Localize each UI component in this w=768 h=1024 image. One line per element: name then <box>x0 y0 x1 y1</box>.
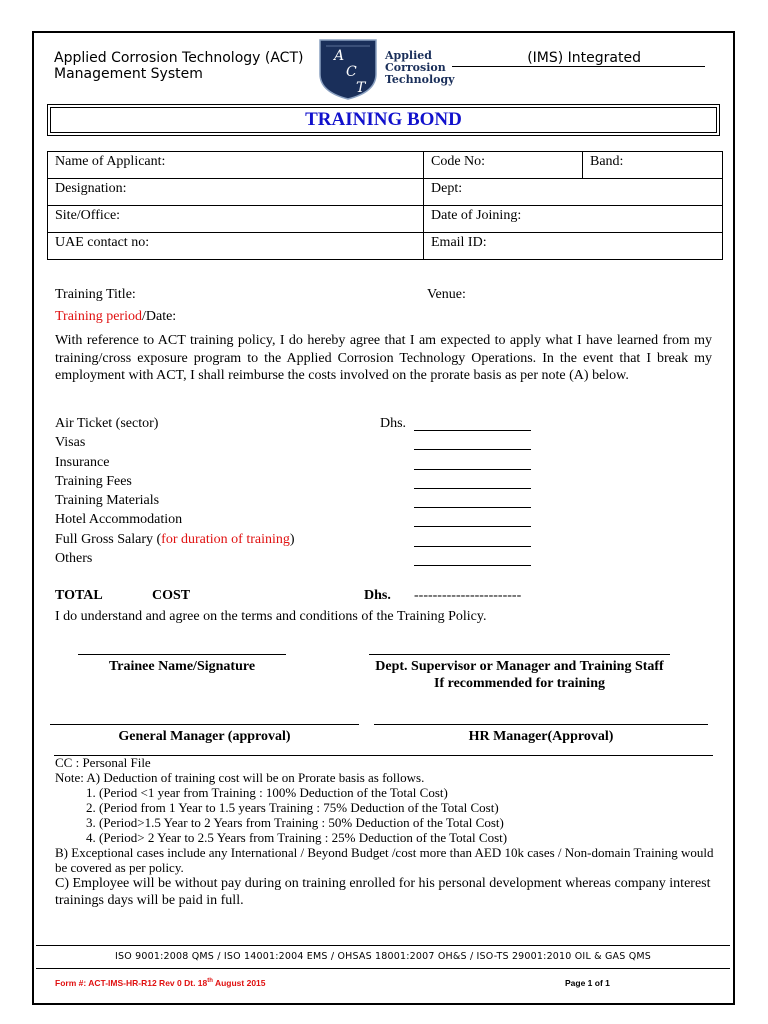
dept-field[interactable]: Dept: <box>424 179 723 206</box>
logo-word-corrosion: Corrosion <box>385 61 446 74</box>
title-box <box>47 104 720 136</box>
salary-red: for duration of training <box>161 532 290 547</box>
training-fees-blank[interactable] <box>414 488 531 489</box>
cost-item-hotel: Hotel Accommodation <box>55 512 183 527</box>
band-field[interactable]: Band: <box>583 152 723 179</box>
training-period-label[interactable] <box>55 308 176 325</box>
header-company-line2: Management System <box>54 66 203 82</box>
logo-letter-c: C <box>346 64 357 80</box>
cost-item-air-ticket: Air Ticket (sector) <box>55 416 159 431</box>
total-amount-blank[interactable]: ----------------------- <box>414 588 522 603</box>
note-a: Note: A) Deduction of training cost will be on Prorate basis as follows. <box>55 770 425 785</box>
gm-signature-label: General Manager (approval) <box>118 729 291 744</box>
designation-field[interactable]: Designation: <box>48 179 424 206</box>
code-no-field[interactable]: Code No: <box>424 152 583 179</box>
agree-statement: I do understand and agree on the terms and conditions of the Training Policy. <box>55 609 487 624</box>
training-period-red: Training period <box>55 309 142 324</box>
deduction-item: 4. (Period> 2 Year to 2.5 Years from Training : 25% Deduction of the Total Cost) <box>99 830 715 845</box>
name-of-applicant-field[interactable]: Name of Applicant: <box>48 152 424 179</box>
logo-word-applied: Applied <box>385 49 432 62</box>
form-number-post: August 2015 <box>212 978 266 988</box>
form-number-sup: th <box>207 978 213 985</box>
logo-word-technology: Technology <box>385 73 455 86</box>
training-title-label[interactable]: Training Title: <box>55 287 136 302</box>
cost-item-training-fees: Training Fees <box>55 474 132 489</box>
cc-line: CC : Personal File <box>55 755 151 770</box>
air-ticket-blank[interactable] <box>414 430 531 431</box>
salary-prefix: Full Gross Salary ( <box>55 532 162 547</box>
cost-label: COST <box>152 588 191 603</box>
header-company-line1: Applied Corrosion Technology (ACT) <box>54 50 304 66</box>
supervisor-signature-label: Dept. Supervisor or Manager and Training Staff <box>375 659 664 674</box>
insurance-blank[interactable] <box>414 469 531 470</box>
logo-letter-t: T <box>356 80 366 96</box>
hr-signature-line[interactable] <box>374 724 708 725</box>
logo-letter-a: A <box>334 48 345 64</box>
iso-footer: ISO 9001:2008 QMS / ISO 14001:2004 EMS / OHSAS 18001:2007 OH&S / ISO-TS 29001:2010 OIL & GAS QMS <box>36 945 730 969</box>
cost-item-salary <box>55 531 295 548</box>
recommended-label: If recommended for training <box>434 676 605 691</box>
note-c: C) Employee will be without pay during on training enrolled for his personal development whereas company interest trainings days will be paid in full. <box>55 876 711 908</box>
form-number-pre: Form #: ACT-IMS-HR-R12 Rev 0 Dt. 18 <box>55 978 208 988</box>
venue-label[interactable]: Venue: <box>427 287 466 302</box>
agreement-paragraph: With reference to ACT training policy, I do hereby agree that I am expected to apply what I have learned from my training/cross exposure program to the Applied Corrosion Technology Operations. In the event that I break my employment with ACT, I shall reimburse the costs involved on the prorate basis as per note (A) below. <box>55 333 712 383</box>
applicant-info-table <box>47 151 723 260</box>
date-of-joining-field[interactable]: Date of Joining: <box>424 206 723 233</box>
others-blank[interactable] <box>414 565 531 566</box>
cost-item-training-materials: Training Materials <box>55 493 160 508</box>
header-company <box>54 50 303 82</box>
gm-signature-line[interactable] <box>50 724 359 725</box>
visas-blank[interactable] <box>414 449 531 450</box>
salary-suffix: ) <box>289 532 295 547</box>
form-number <box>55 978 266 988</box>
total-dhs-label: Dhs. <box>364 588 391 603</box>
header-ims: (IMS) Integrated <box>452 50 705 67</box>
total-label: TOTAL <box>55 588 103 603</box>
salary-blank[interactable] <box>414 546 531 547</box>
deduction-item: 3. (Period>1.5 Year to 2 Years from Training : 50% Deduction of the Total Cost) <box>99 815 715 830</box>
trainee-signature-line[interactable] <box>78 654 286 655</box>
note-b: B) Exceptional cases include any International / Beyond Budget /cost more than AED 10k cases / Non-domain Training would be covered as per policy. <box>55 845 714 875</box>
hotel-blank[interactable] <box>414 526 531 527</box>
deduction-list <box>55 785 715 845</box>
site-office-field[interactable]: Site/Office: <box>48 206 424 233</box>
training-materials-blank[interactable] <box>414 507 531 508</box>
notes-section <box>55 755 715 909</box>
email-id-field[interactable]: Email ID: <box>424 233 723 260</box>
deduction-item: 2. (Period from 1 Year to 1.5 years Training : 75% Deduction of the Total Cost) <box>99 800 715 815</box>
page-title: TRAINING BOND <box>50 107 717 133</box>
training-period-date: /Date: <box>141 309 177 324</box>
cost-dhs-label: Dhs. <box>380 416 407 431</box>
trainee-signature-label: Trainee Name/Signature <box>108 659 256 674</box>
uae-contact-field[interactable]: UAE contact no: <box>48 233 424 260</box>
logo-wordmark <box>385 50 455 86</box>
hr-signature-label: HR Manager(Approval) <box>468 729 614 744</box>
deduction-item: 1. (Period <1 year from Training : 100% Deduction of the Total Cost) <box>99 785 715 800</box>
cost-item-others: Others <box>55 551 93 566</box>
page-number: Page 1 of 1 <box>565 978 610 988</box>
supervisor-signature-line[interactable] <box>369 654 670 655</box>
cost-item-visas: Visas <box>55 435 86 450</box>
cost-item-insurance: Insurance <box>55 455 110 470</box>
